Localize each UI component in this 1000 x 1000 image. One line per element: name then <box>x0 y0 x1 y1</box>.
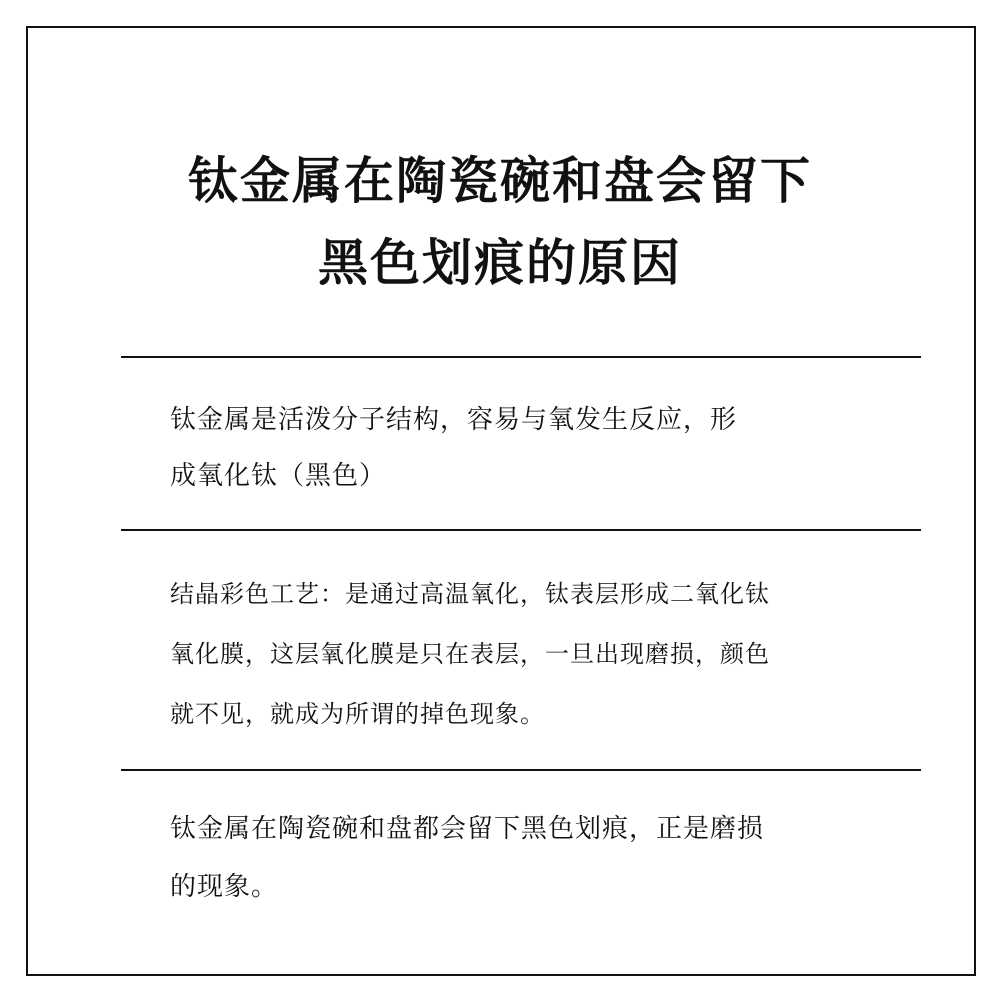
section-3-paragraph <box>170 800 850 916</box>
section-2-paragraph <box>170 564 850 744</box>
section-1-paragraph <box>170 392 850 504</box>
page-title <box>0 140 1000 304</box>
title-line-1: 钛金属在陶瓷碗和盘会留下 <box>188 152 812 210</box>
section-2-line-2: 氧化膜，这层氧化膜是只在表层，一旦出现磨损，颜色 <box>170 640 770 668</box>
section-3-line-1: 钛金属在陶瓷碗和盘都会留下黑色划痕，正是磨损 <box>170 814 765 844</box>
divider-3 <box>121 769 921 771</box>
section-1-line-1: 钛金属是活泼分子结构，容易与氧发生反应，形 <box>170 405 738 435</box>
section-2-line-3: 就不见，就成为所谓的掉色现象。 <box>170 700 545 728</box>
divider-1 <box>121 356 921 358</box>
title-line-2: 黑色划痕的原因 <box>318 234 682 292</box>
section-1-line-2: 成氧化钛（黑色） <box>170 461 387 491</box>
section-2-line-1: 结晶彩色工艺：是通过高温氧化，钛表层形成二氧化钛 <box>170 580 770 608</box>
section-3-line-2: 的现象。 <box>170 872 279 902</box>
divider-2 <box>121 529 921 531</box>
